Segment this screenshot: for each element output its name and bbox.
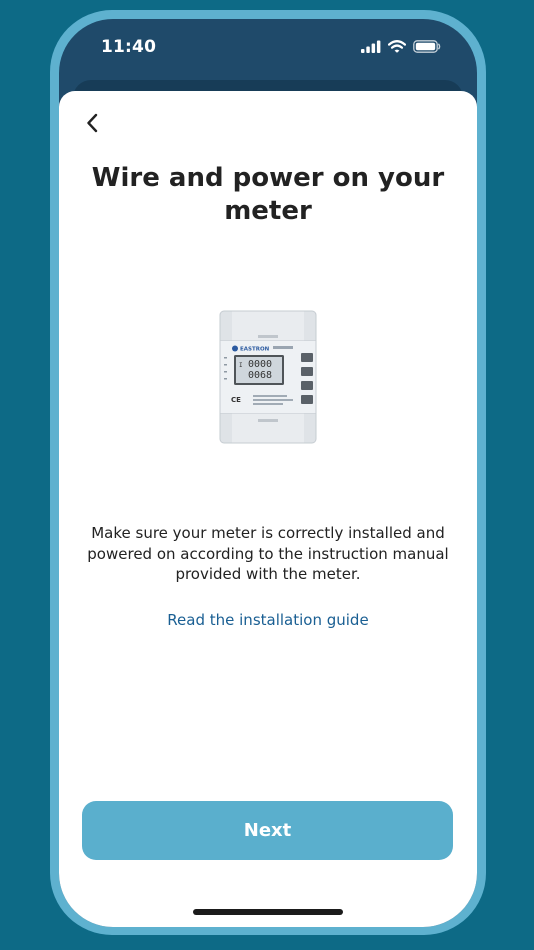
page-title: Wire and power on your meter bbox=[91, 163, 445, 226]
meter-display-bottom: 0068 bbox=[248, 370, 273, 381]
cellular-signal-icon bbox=[361, 40, 381, 53]
status-time: 11:40 bbox=[101, 37, 157, 57]
energy-meter-image bbox=[218, 309, 318, 445]
svg-text:I: I bbox=[239, 362, 243, 369]
next-button[interactable]: Next bbox=[82, 801, 453, 860]
status-bar bbox=[59, 19, 477, 79]
battery-icon bbox=[413, 40, 441, 53]
meter-ce-mark: CE bbox=[231, 396, 241, 404]
home-indicator bbox=[193, 909, 343, 915]
chevron-left-icon bbox=[81, 111, 105, 135]
meter-display-top: 0000 bbox=[248, 359, 273, 370]
status-icons bbox=[361, 40, 441, 53]
instruction-text: Make sure your meter is correctly installed and powered on according to the instruction manual provided with the meter. bbox=[87, 524, 449, 583]
phone-screen bbox=[59, 19, 477, 927]
installation-guide-link[interactable]: Read the installation guide bbox=[167, 611, 369, 629]
back-button[interactable] bbox=[81, 111, 105, 135]
setup-sheet bbox=[59, 91, 477, 927]
meter-brand-label: EASTRON bbox=[240, 346, 270, 353]
wifi-icon bbox=[388, 40, 406, 53]
